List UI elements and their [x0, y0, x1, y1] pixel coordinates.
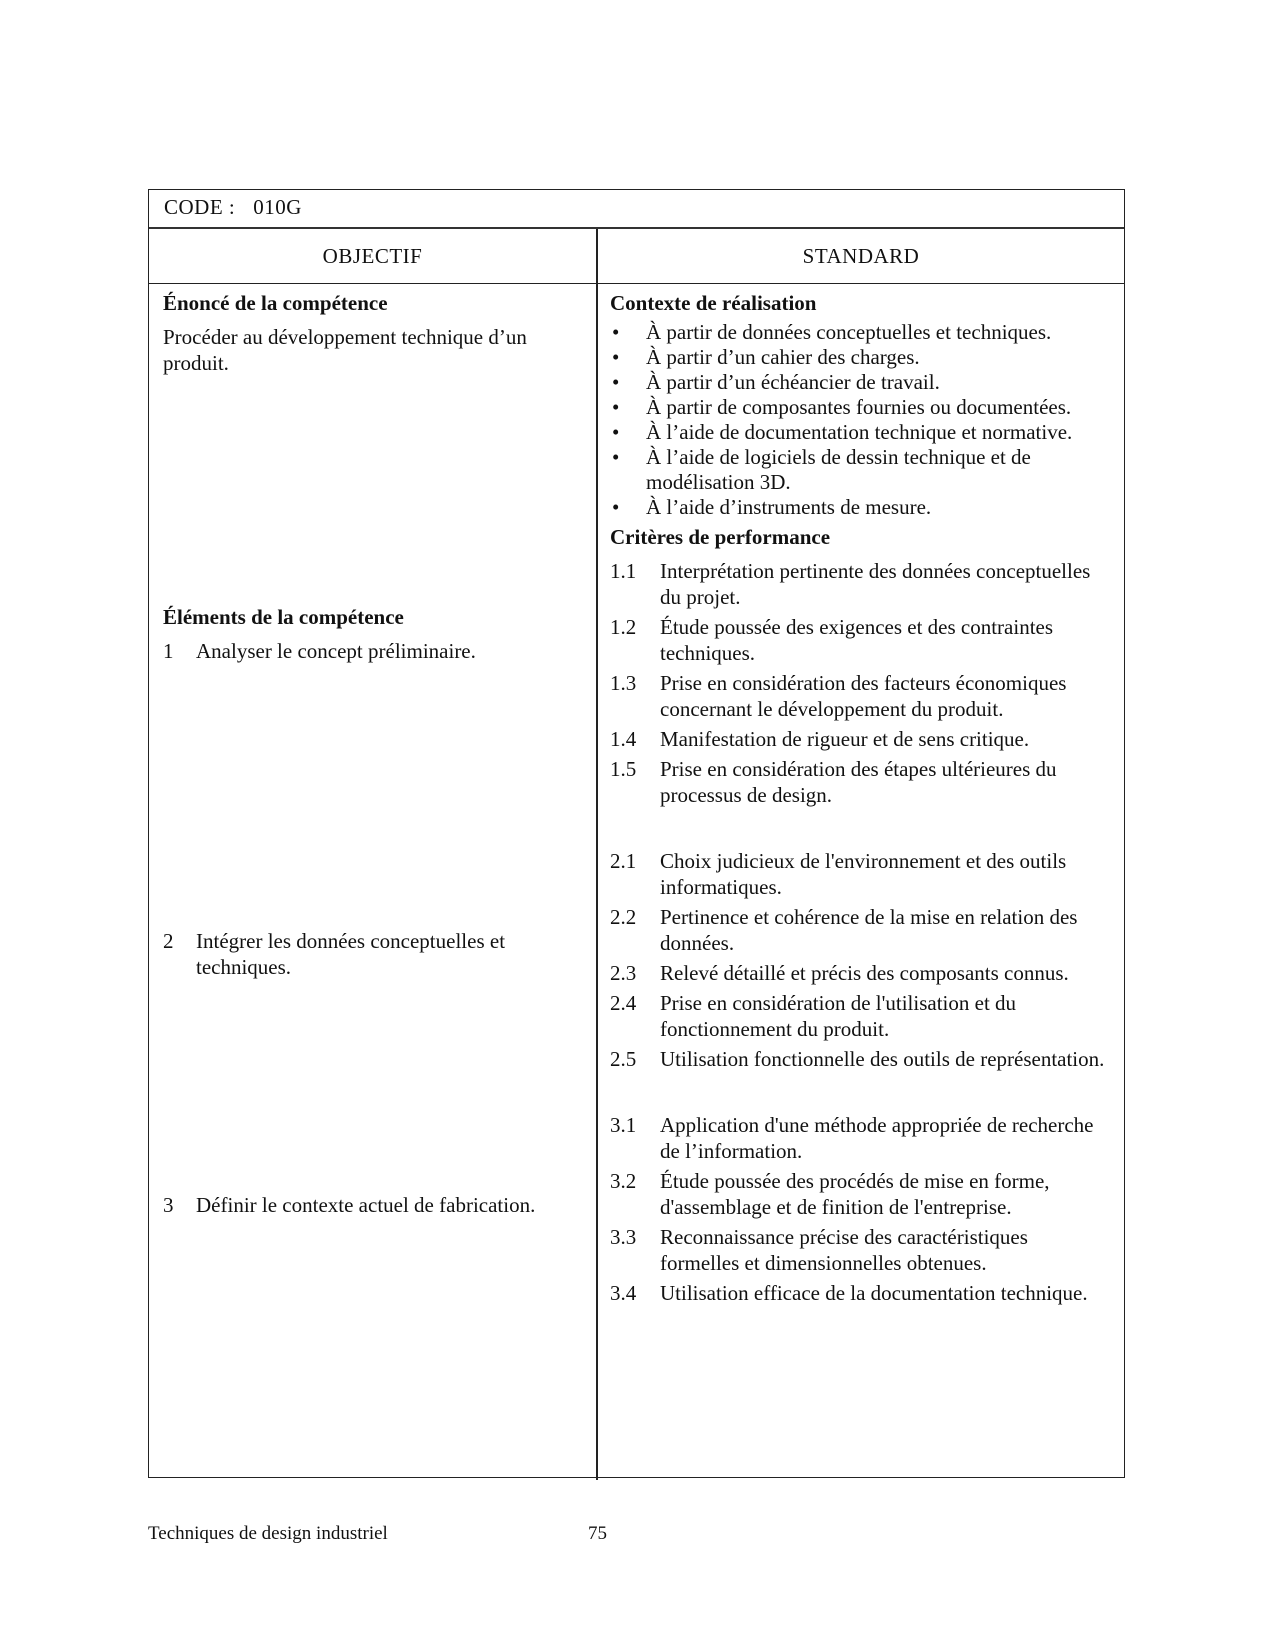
criterion-item — [610, 558, 1112, 610]
criterion-number: 2.2 — [610, 905, 637, 929]
element-number: 1 — [163, 639, 174, 663]
contexte-item — [610, 420, 1112, 445]
criterion-number: 2.5 — [610, 1047, 637, 1071]
contexte-item — [610, 320, 1112, 345]
criteria-group — [610, 558, 1112, 808]
contexte-item-text: À partir d’un cahier des charges. — [646, 345, 920, 369]
element-item — [163, 638, 584, 664]
criterion-text: Choix judicieux de l'environnement et des outils informatiques. — [660, 849, 1067, 899]
criterion-text: Relevé détaillé et précis des composants connus. — [660, 961, 1069, 985]
contexte-item — [610, 345, 1112, 370]
criterion-item — [610, 1280, 1112, 1306]
criterion-item — [610, 990, 1112, 1042]
element-group — [163, 638, 584, 888]
element-item — [163, 1192, 584, 1218]
element-text: Analyser le concept préliminaire. — [196, 639, 476, 663]
competency-table — [148, 189, 1125, 1478]
criterion-number: 1.1 — [610, 559, 637, 583]
criterion-number: 2.4 — [610, 991, 637, 1015]
contexte-item-text: À partir de données conceptuelles et techniques. — [646, 320, 1052, 344]
criterion-item — [610, 1168, 1112, 1220]
contexte-item — [610, 495, 1112, 520]
element-item — [163, 928, 584, 980]
objectif-column — [149, 284, 598, 1480]
criterion-number: 3.1 — [610, 1113, 637, 1137]
bullet-icon: • — [612, 445, 620, 469]
criterion-item — [610, 756, 1112, 808]
bullet-icon: • — [612, 420, 620, 444]
criterion-text: Utilisation fonctionnelle des outils de représentation. — [660, 1047, 1105, 1071]
contexte-item-text: À l’aide de documentation technique et normative. — [646, 420, 1073, 444]
contexte-item-text: À partir de composantes fournies ou documentées. — [646, 395, 1072, 419]
header-objectif: OBJECTIF — [149, 229, 598, 283]
criterion-number: 3.2 — [610, 1169, 637, 1193]
criterion-item — [610, 1046, 1112, 1072]
element-number: 2 — [163, 929, 174, 953]
table-body — [149, 284, 1124, 1480]
criterion-number: 2.3 — [610, 961, 637, 985]
criterion-text: Prise en considération des étapes ultérieures du processus de design. — [660, 757, 1057, 807]
contexte-item-text: À l’aide de logiciels de dessin technique et de modélisation 3D. — [646, 445, 1031, 494]
criterion-number: 1.2 — [610, 615, 637, 639]
code-label: CODE : — [164, 195, 236, 219]
contexte-item — [610, 445, 1112, 495]
criterion-item — [610, 1224, 1112, 1276]
contexte-item-text: À partir d’un échéancier de travail. — [646, 370, 940, 394]
criterion-text: Prise en considération des facteurs économiques concernant le développement du produit. — [660, 671, 1067, 721]
criterion-text: Manifestation de rigueur et de sens critique. — [660, 727, 1030, 751]
criterion-item — [610, 670, 1112, 722]
bullet-icon: • — [612, 320, 620, 344]
criterion-number: 1.3 — [610, 671, 637, 695]
header-standard: STANDARD — [802, 244, 920, 268]
criterion-text: Étude poussée des exigences et des contraintes techniques. — [660, 615, 1054, 665]
contexte-list — [610, 320, 1112, 520]
criterion-item — [610, 904, 1112, 956]
contexte-item — [610, 395, 1112, 420]
criterion-number: 3.4 — [610, 1281, 637, 1305]
criterion-text: Pertinence et cohérence de la mise en relation des données. — [660, 905, 1078, 955]
standard-column — [598, 284, 1124, 1480]
code-value: 010G — [253, 195, 302, 219]
criterion-number: 1.5 — [610, 757, 637, 781]
enonce-title: Énoncé de la compétence — [163, 291, 388, 315]
criteria-group — [610, 848, 1112, 1072]
criterion-item — [610, 1112, 1112, 1164]
footer-program: Techniques de design industriel — [148, 1523, 388, 1544]
criterion-text: Utilisation efficace de la documentation technique. — [660, 1281, 1088, 1305]
enonce-text: Procéder au développement technique d’un produit. — [163, 325, 527, 375]
criterion-text: Interprétation pertinente des données conceptuelles du projet. — [660, 559, 1091, 609]
criterion-text: Prise en considération de l'utilisation et du fonctionnement du produit. — [660, 991, 1017, 1041]
page-number: 75 — [588, 1523, 607, 1544]
header-row — [149, 229, 1124, 284]
criterion-number: 1.4 — [610, 727, 637, 751]
element-text: Intégrer les données conceptuelles et techniques. — [196, 929, 506, 979]
criteres-title: Critères de performance — [610, 525, 831, 549]
criterion-item — [610, 848, 1112, 900]
criterion-text: Application d'une méthode appropriée de recherche de l’information. — [660, 1113, 1094, 1163]
criteria-group — [610, 1112, 1112, 1306]
bullet-icon: • — [612, 370, 620, 394]
criterion-number: 3.3 — [610, 1225, 637, 1249]
criterion-number: 2.1 — [610, 849, 637, 873]
element-text: Définir le contexte actuel de fabrication. — [196, 1193, 536, 1217]
criterion-item — [610, 726, 1112, 752]
bullet-icon: • — [612, 345, 620, 369]
elements-title: Éléments de la compétence — [163, 605, 404, 629]
code-row — [149, 190, 1124, 229]
contexte-item-text: À l’aide d’instruments de mesure. — [646, 495, 932, 519]
criterion-item — [610, 960, 1112, 986]
element-number: 3 — [163, 1193, 174, 1217]
criterion-item — [610, 614, 1112, 666]
element-group — [163, 1192, 584, 1386]
criterion-text: Reconnaissance précise des caractéristiques formelles et dimensionnelles obtenues. — [660, 1225, 1028, 1275]
element-group — [163, 928, 584, 1152]
contexte-title: Contexte de réalisation — [610, 291, 817, 315]
criterion-text: Étude poussée des procédés de mise en forme, d'assemblage et de finition de l'entreprise. — [660, 1169, 1050, 1219]
contexte-item — [610, 370, 1112, 395]
bullet-icon: • — [612, 395, 620, 419]
bullet-icon: • — [612, 495, 620, 519]
